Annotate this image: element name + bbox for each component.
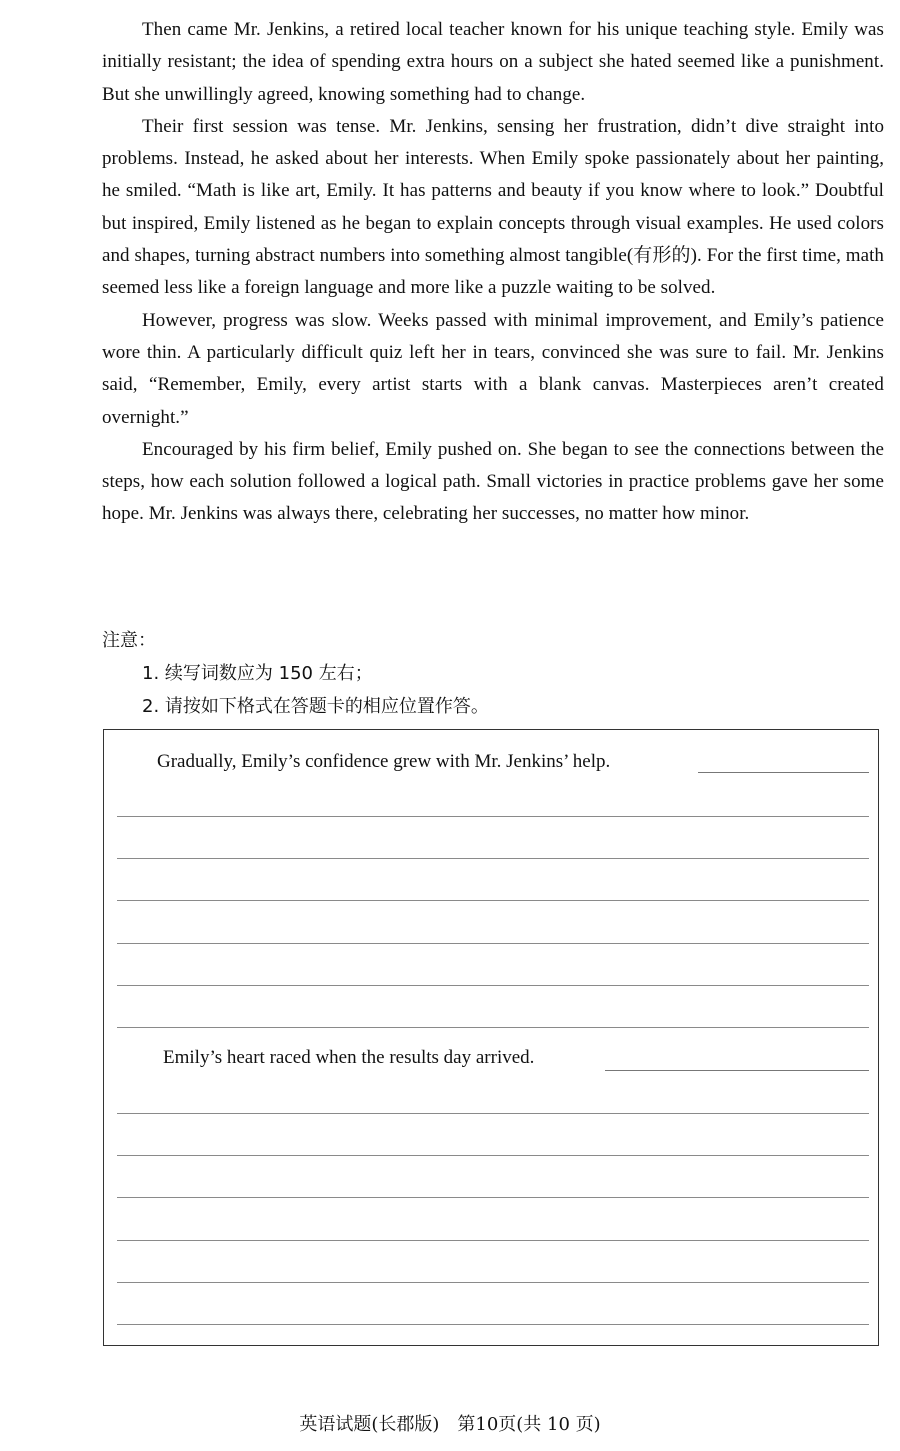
writing-line[interactable] — [117, 1197, 869, 1198]
continuation-prompt-2: Emily’s heart raced when the results day arrived. — [163, 1047, 535, 1068]
paragraph-2: Their first session was tense. Mr. Jenkins, sensing her frustration, didn’t dive straight into problems. Instead, he asked about her interests. When Emily spoke passionately about her painting, he smiled. “Math is like art, Emily. It has patterns and beauty if you know where to look.” Doubtful but inspired, Emily listened as he began to explain concepts through visual examples. He used colors and shapes, turning abstract numbers into something almost tangible(有形的). For the first time, math seemed less like a foreign language and more like a puzzle waiting to be solved. — [102, 115, 884, 299]
writing-line[interactable] — [117, 816, 869, 817]
note-item-2: 2. 请按如下格式在答题卡的相应位置作答。 — [142, 696, 489, 717]
writing-line[interactable] — [117, 1324, 869, 1325]
writing-line[interactable] — [117, 985, 869, 986]
paragraph-1: Then came Mr. Jenkins, a retired local teacher known for his unique teaching style. Emily was initially resistant; the idea of spending extra hours on a subject she hated seemed like a punishment. But she unwillingly agreed, knowing something had to change. — [102, 19, 884, 105]
page-footer: 英语试题(长郡版) 第10页(共 10 页) — [299, 1414, 601, 1435]
continuation-prompt-1: Gradually, Emily’s confidence grew with Mr. Jenkins’ help. — [157, 751, 611, 772]
writing-line[interactable] — [117, 1155, 869, 1156]
writing-line[interactable] — [117, 943, 869, 944]
writing-line[interactable] — [117, 1282, 869, 1283]
note-item-1: 1. 续写词数应为 150 左右； — [142, 663, 373, 684]
writing-blank-1[interactable] — [698, 772, 869, 773]
writing-line[interactable] — [117, 1113, 869, 1114]
answer-box — [103, 729, 879, 1346]
passage — [102, 14, 884, 531]
paragraph-4: Encouraged by his firm belief, Emily pushed on. She began to see the connections between the steps, how each solution followed a logical path. Small victories in practice problems gave her some hope. Mr. Jenkins was always there, celebrating her successes, no matter how minor. — [102, 438, 884, 525]
writing-line[interactable] — [117, 1027, 869, 1028]
writing-blank-2[interactable] — [605, 1070, 869, 1071]
notes-section — [102, 624, 489, 723]
paragraph-3: However, progress was slow. Weeks passed with minimal improvement, and Emily’s patience wore thin. A particularly difficult quiz left her in tears, convinced she was sure to fail. Mr. Jenkins said, “Remember, Emily, every artist starts with a blank canvas. Masterpieces aren’t created overnight.” — [102, 309, 884, 428]
writing-line[interactable] — [117, 900, 869, 901]
notes-title: 注意： — [102, 630, 156, 651]
writing-line[interactable] — [117, 858, 869, 859]
writing-line[interactable] — [117, 1240, 869, 1241]
